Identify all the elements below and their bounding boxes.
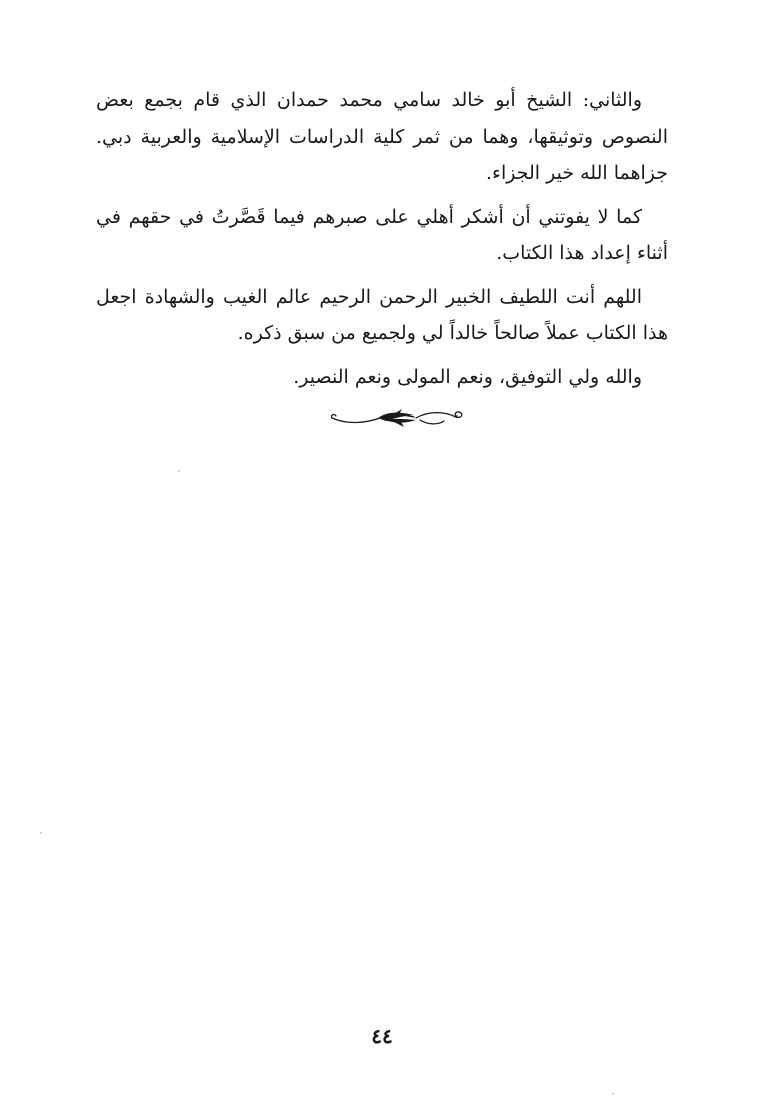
scan-speck xyxy=(178,470,180,472)
paragraph-acknowledgement-second: والثاني: الشيخ أبو خالد سامي محمد حمدان الذي قام بجمع بعض النصوص وتوثيقها، وهما من ثمر كلية الدراسات الإسلامية والعربية دبي. جزاهما الله خير الجزاء. xyxy=(96,89,668,184)
scan-speck xyxy=(612,1093,614,1095)
page-number: ٤٤ xyxy=(371,1024,393,1048)
paragraph-closing: والله ولي التوفيق، ونعم المولى ونعم النصير. xyxy=(293,365,642,388)
page-body-text xyxy=(96,82,668,402)
scan-speck xyxy=(40,832,42,834)
paragraph-thanks-family: كما لا يفوتني أن أشكر أهلي على صبرهم فيما قَصَّرتُ في حقهم في أثناء إعداد هذا الكتاب. xyxy=(96,205,668,264)
paragraph-supplication: اللهم أنت اللطيف الخبير الرحمن الرحيم عالم الغيب والشهادة اجعل هذا الكتاب عملاً صالحاً خالداً لي ولجميع من سبق ذكره. xyxy=(96,285,668,344)
ornamental-flourish-icon xyxy=(328,405,468,431)
